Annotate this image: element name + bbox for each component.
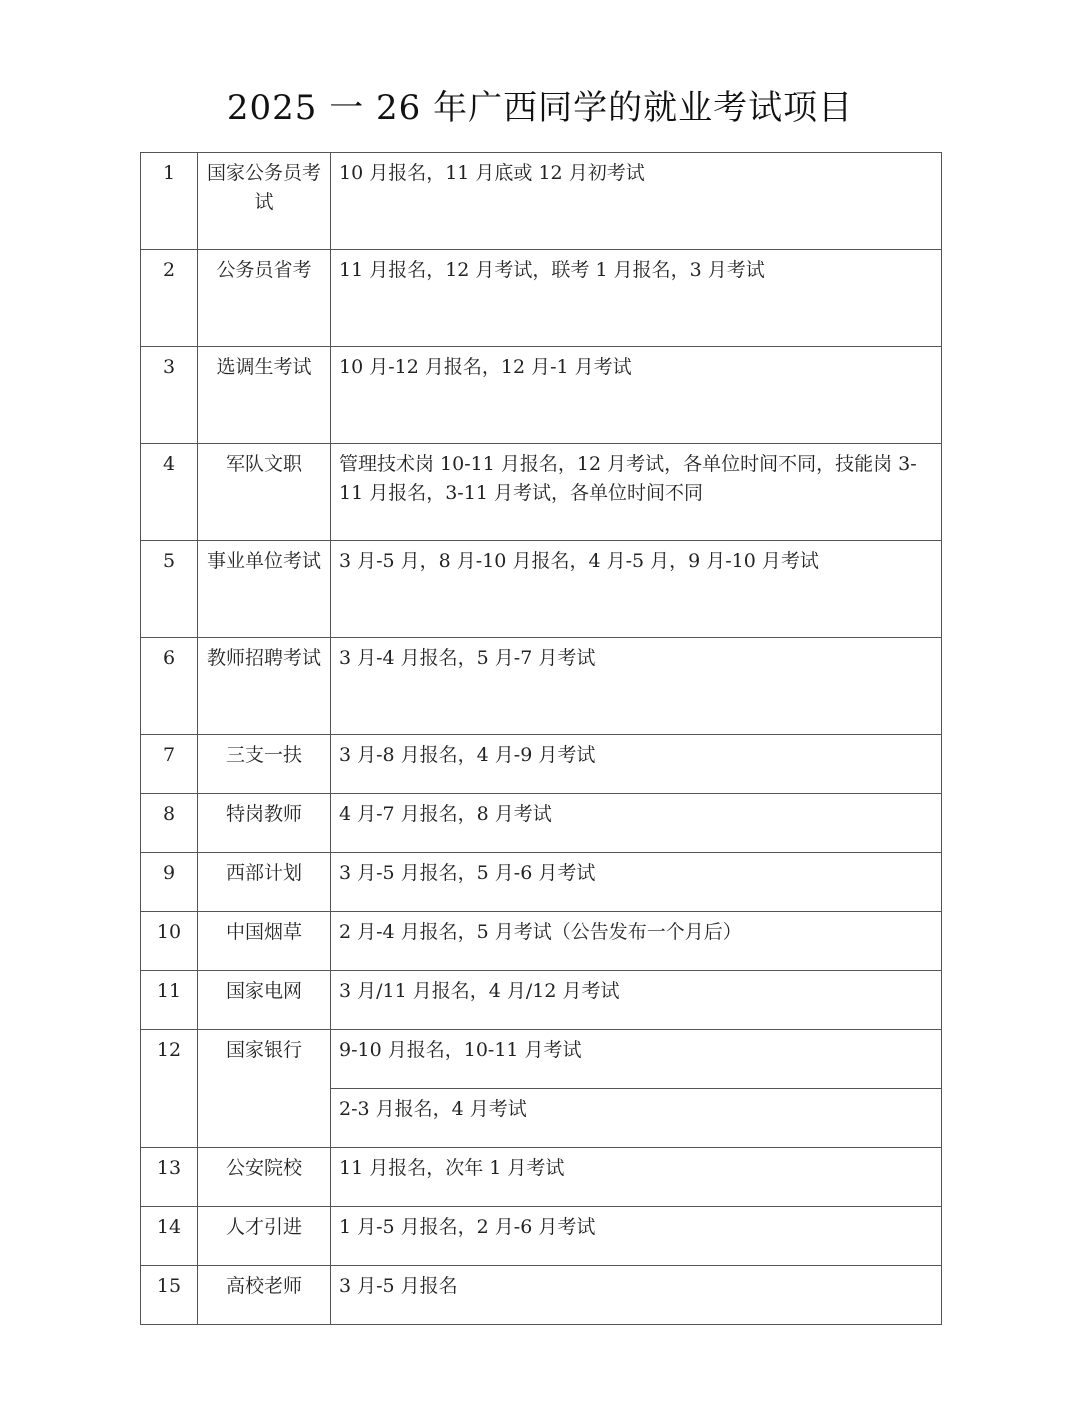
row-number: 15: [141, 1266, 198, 1325]
exam-schedule: 3 月-4 月报名，5 月-7 月考试: [331, 638, 942, 735]
table-row: [141, 735, 942, 794]
page-title: 2025 一 26 年广西同学的就业考试项目: [226, 88, 854, 128]
exam-schedule: 2 月-4 月报名，5 月考试（公告发布一个月后）: [331, 912, 942, 971]
exam-schedule: 11 月报名，12 月考试，联考 1 月报名，3 月考试: [331, 250, 942, 347]
exam-name: 选调生考试: [198, 347, 331, 444]
table-row: [141, 794, 942, 853]
row-number: 5: [141, 541, 198, 638]
exam-name: 特岗教师: [198, 794, 331, 853]
exam-schedule: 4 月-7 月报名，8 月考试: [331, 794, 942, 853]
exam-name: 西部计划: [198, 853, 331, 912]
row-number: 12: [141, 1030, 198, 1148]
exam-name: 军队文职: [198, 444, 331, 541]
exam-name: 高校老师: [198, 1266, 331, 1325]
exam-schedule: 10 月-12 月报名，12 月-1 月考试: [331, 347, 942, 444]
exam-name: 事业单位考试: [198, 541, 331, 638]
row-number: 13: [141, 1148, 198, 1207]
exam-name: 教师招聘考试: [198, 638, 331, 735]
exam-schedule: 11 月报名，次年 1 月考试: [331, 1148, 942, 1207]
exam-schedule: 3 月-8 月报名，4 月-9 月考试: [331, 735, 942, 794]
exam-name: 人才引进: [198, 1207, 331, 1266]
table-row: [141, 971, 942, 1030]
row-number: 3: [141, 347, 198, 444]
exam-schedule: 9-10 月报名，10-11 月考试: [331, 1030, 942, 1089]
exam-schedule: 3 月-5 月报名: [331, 1266, 942, 1325]
exam-schedule: 3 月-5 月，8 月-10 月报名，4 月-5 月，9 月-10 月考试: [331, 541, 942, 638]
table-row: [141, 444, 942, 541]
exam-name: 公安院校: [198, 1148, 331, 1207]
exam-schedule: 管理技术岗 10-11 月报名，12 月考试，各单位时间不同，技能岗 3-11 月报名，3-11 月考试，各单位时间不同: [331, 444, 942, 541]
table-row: [141, 1207, 942, 1266]
exam-schedule: 3 月-5 月报名，5 月-6 月考试: [331, 853, 942, 912]
table-row: [141, 853, 942, 912]
exam-name: 中国烟草: [198, 912, 331, 971]
row-number: 11: [141, 971, 198, 1030]
row-number: 6: [141, 638, 198, 735]
exam-name: 国家公务员考试: [198, 153, 331, 250]
row-number: 2: [141, 250, 198, 347]
table-row: [141, 153, 942, 250]
table-row: [141, 1266, 942, 1325]
table-row: [141, 1030, 942, 1089]
row-number: 14: [141, 1207, 198, 1266]
exam-name: 三支一扶: [198, 735, 331, 794]
exam-schedule: 1 月-5 月报名，2 月-6 月考试: [331, 1207, 942, 1266]
exam-name: 国家银行: [198, 1030, 331, 1148]
table-row: [141, 912, 942, 971]
table-row: [141, 541, 942, 638]
exam-name: 公务员省考: [198, 250, 331, 347]
table-row: [141, 1148, 942, 1207]
exam-name: 国家电网: [198, 971, 331, 1030]
exam-schedule: 10 月报名，11 月底或 12 月初考试: [331, 153, 942, 250]
row-number: 9: [141, 853, 198, 912]
row-number: 8: [141, 794, 198, 853]
table-row: [141, 638, 942, 735]
row-number: 4: [141, 444, 198, 541]
row-number: 7: [141, 735, 198, 794]
exam-schedule-secondary: 2-3 月报名，4 月考试: [331, 1089, 942, 1148]
exam-schedule: 3 月/11 月报名，4 月/12 月考试: [331, 971, 942, 1030]
table-row: [141, 347, 942, 444]
row-number: 10: [141, 912, 198, 971]
table-row: [141, 250, 942, 347]
row-number: 1: [141, 153, 198, 250]
exam-schedule-table: [140, 152, 942, 1325]
